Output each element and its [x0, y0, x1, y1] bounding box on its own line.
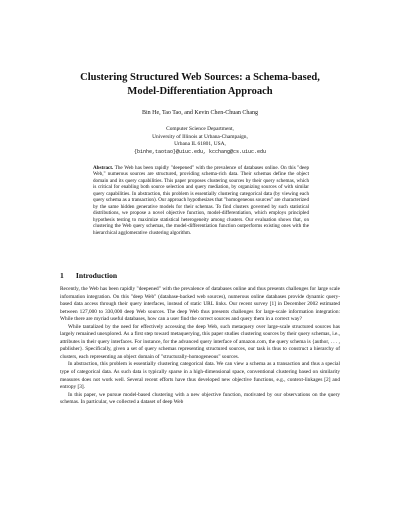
title-line-2: Model-Differentiation Approach [127, 86, 273, 97]
affiliation-department: Computer Science Department, [166, 126, 234, 132]
section-body [60, 286, 340, 407]
affiliation-city: Urbana IL 61801, USA, [174, 141, 226, 148]
section-heading [60, 271, 340, 281]
affiliation-university: University of Illinois at Urbana-Champaign, [152, 133, 248, 140]
body-paragraph: In abstraction, this problem is essentially clustering categorical data. We can view a schema as a transaction and thus a special type of categorical data. As such data is typically sparse in a high-dimensional space, conventional clustering based on similarity measures does not work well. Several recent efforts have thus developed new objective functions, e.g., context-linkages [2] and entropy [3]. [60, 361, 340, 391]
section-title: Introduction [75, 271, 118, 280]
author-list: Bin He, Tao Tao, and Kevin Chen-Chuan Chang [141, 110, 259, 116]
abstract-label: Abstract. [93, 165, 114, 171]
title-line-1: Clustering Structured Web Sources: a Schema-based, [80, 72, 320, 83]
section-number: 1 [60, 271, 64, 280]
paper-title [40, 71, 360, 99]
body-paragraph: In this paper, we pursue model-based clustering with a new objective function, motivated by our observations on the query schemas. In particular, we collected a dataset of deep Web [60, 391, 340, 406]
abstract-text: The Web has been rapidly "deepened" with the prevalence of databases online. On this "deep Web," numerous sources are structured, providing schema-rich data. Their schemas define the object domain and its query capabilities. This paper proposes clustering sources by their query schemas, which is critical for enabling both source selection and query mediation, by organizing sources of with similar query capabilities. In abstraction, this problem is essentially clustering categorical data (by viewing each query schema as a transaction). Our approach hypothesizes that "homogeneous sources" are characterized by the same hidden generative models for their schemas. To find clusters governed by such statistical distributions, we propose a novel objective function, model-differentiation, which employs principled hypothesis testing to maximize statistical heterogeneity among clusters. Our evaluation shows that, on clustering the Web query schemas, the model-differentiation function outperforms existing ones with the hierarchical agglomerative clustering algorithm. [93, 165, 309, 236]
abstract [93, 165, 309, 236]
body-paragraph: While tantalized by the need for effectively accessing the deep Web, such metaquery over large-scale structured sources has largely remained unexplored. As a first step toward metaquerying, this paper studies clustering sources by their query schemas, i.e., attributes in their query interfaces. For instance, for the advanced query interface of amazon.com, the query schema is {author, . . . , publisher}. Specifically, given a set of query schemas representing structured sources, our task is thus to construct a hierarchy of clusters, each representing an object domain of "structurally-homogeneous" sources. [60, 323, 340, 360]
affiliation-emails: {binhe,taotao}@uiuc.edu, kcchang@cs.uiuc.edu [133, 148, 267, 155]
body-paragraph: Recently, the Web has been rapidly "deepened" with the prevalence of databases online and thus presents challenges for large scale information integration. On this "deep Web" (database-backed web sources), numerous online databases provide dynamic query-based data access through their query interfaces, instead of static URL links. Our recent survey [1] in December 2002 estimated between 127,000 to 330,000 deep Web sources. The deep Web thus presents challenges for large-scale information integration: While there are myriad useful databases, how can a user find the correct sources and query them in a correct way? [60, 286, 340, 323]
affiliation-block [60, 126, 340, 156]
